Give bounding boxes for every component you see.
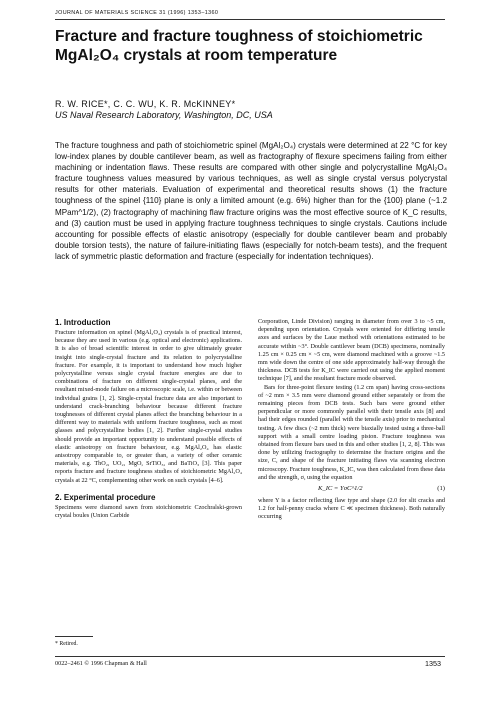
right-paragraph-3: where Y is a factor reflecting flaw type and shape (2.0 for slit cracks and 1.2 for half-penny cracks where C ≪ specimen thickness). Both naturally occurring [258,497,445,521]
left-column [55,318,242,520]
footer-rule [55,656,445,657]
journal-header: JOURNAL OF MATERIALS SCIENCE 31 (1996) 1353–1360 [55,10,219,16]
abstract [55,140,447,262]
issn-copyright: 0022–2461 © 1996 Chapman & Hall [55,660,147,667]
affiliation: US Naval Research Laboratory, Washington, DC, USA [55,110,273,120]
authors: R. W. RICE*, C. C. WU, K. R. McKINNEY* [55,99,236,109]
footnote: * Retired. [55,641,78,647]
paper-title: Fracture and fracture toughness of stoichiometric MgAl₂O₄ crystals at room temperature [55,28,423,64]
equation-body: K_IC = YσC^1/2 [318,485,363,493]
section-heading-experimental: 2. Experimental procedure [55,492,156,502]
introduction-text: Fracture information on spinel (MgAl₂O₄) crystals is of practical interest, because they are used in various (e.g. optical and electronic) applications. It is also of broad scientific interest in order to give ultimately greater insight into single-crystal fracture and its relation to polycrystalline fracture. For example, it is important to understand how much higher polycrystalline versus single crystal fracture energies are due to combinations of fracture on different single-crystal planes, and the resultant mixed-mode failure on a microscopic scale, i.e. within or between individual grains [1, 2]. Single-crystal fracture data are also important to understand crack-branching behaviour because different fracture toughnesses of different crystal planes affect the branching behaviour in a different way to materials with uniform fracture toughness, such as most glasses and polycrystalline bodies [1, 2]. Further single-crystal studies should provide an important opportunity to understand possible effects of elastic anisotropy on fracture behaviour, e.g. MgAl₂O₄ has elastic anisotropy comparable to, or greater than, a variety of other ceramic materials, e.g. ThO₂, UO₂, MgO, SrTiO₃, and BaTiO₃ [3]. This paper reports fracture and fracture toughness studies of stoichiometric MgAl₂O₄ crystals at 22 °C, complementing other work on such crystals [4–6]. [55,329,242,484]
right-paragraph-2: Bars for three-point flexure testing (1.2 cm span) having cross-sections of ~2 mm × 3.5 mm were diamond ground either separately or from the remaining pieces from DCB tests. Such bars were ground either perpendicular or more commonly parallel with their tensile axis [8] and had their edges rounded (parallel with the tensile axis) prior to mechanical testing. A few discs (~2 mm thick) were biaxially tested using a three-ball support with a small centre loading piston. Fracture toughness was obtained from flexure bars used in this and other studies [1, 2, 8]. This was done by utilizing fractography to determine the fracture origins and the size, C, and shape of the fracture initiating flaws via scanning electron microscopy. Fracture toughness, K_IC, was then calculated from these data and the strength, σ, using the equation [258,383,445,481]
experimental-text: Specimens were diamond sawn from stoichiometric Czochralski-grown crystal boules (Union Carbide [55,503,242,520]
equation-number: (1) [437,485,445,493]
right-column [258,318,445,522]
right-paragraph-1: Corporation, Linde Division) ranging in diameter from over 3 to ~5 cm, depending upon orientation. Crystals were oriented for differing tensile axes and surfaces by the Laue method with orientations estimated to be accurate within ~3°. Double cantilever beam (DCB) specimens, nominally 1.25 cm × 0.25 cm × ~5 cm, were diamond machined with a groove ~1.5 mm wide down the centre of one side approximately half-way through the thickness. DCB tests for K_IC were carried out using the applied moment technique [7], and the resultant fracture mode observed. [258,318,445,383]
section-heading-introduction: 1. Introduction [55,318,111,327]
abstract-text: The fracture toughness and path of stoichiometric spinel (MgAl₂O₄) crystals were determined at 22 °C for key low-index planes by double cantilever beam, as well as fractography of flexure specimens failing from either machining or indentation flaws. These results are compared with other single and polycrystalline MgAl₂O₄ fracture toughness values measured by various techniques, as well as single crystal versus polycrystal results for other materials. Evaluation of experimental and theoretical results shows (1) the fracture toughness of the spinel {110} plane is only a limited amount (e.g. 6%) higher than for the {100} plane (~1.2 MPam^1/2), (2) fractography of machining flaw fracture origins was the most effective source of K_C results, and (3) caution must be used in applying fracture toughness techniques to single crystals. Cautions include accounting for possible effects of elastic anisotropy (especially for double cantilever beam and probably double torsion tests), the nature of failure-initiating flaws (especially for notch-beam tests), and the frequent lack of symmetric plastic deformation and fracture (especially for indentation techniques). [55,141,447,261]
equation-1 [318,484,445,493]
page-number: 1353 [425,659,441,668]
header-rule [55,19,445,20]
footnote-rule [55,636,93,637]
